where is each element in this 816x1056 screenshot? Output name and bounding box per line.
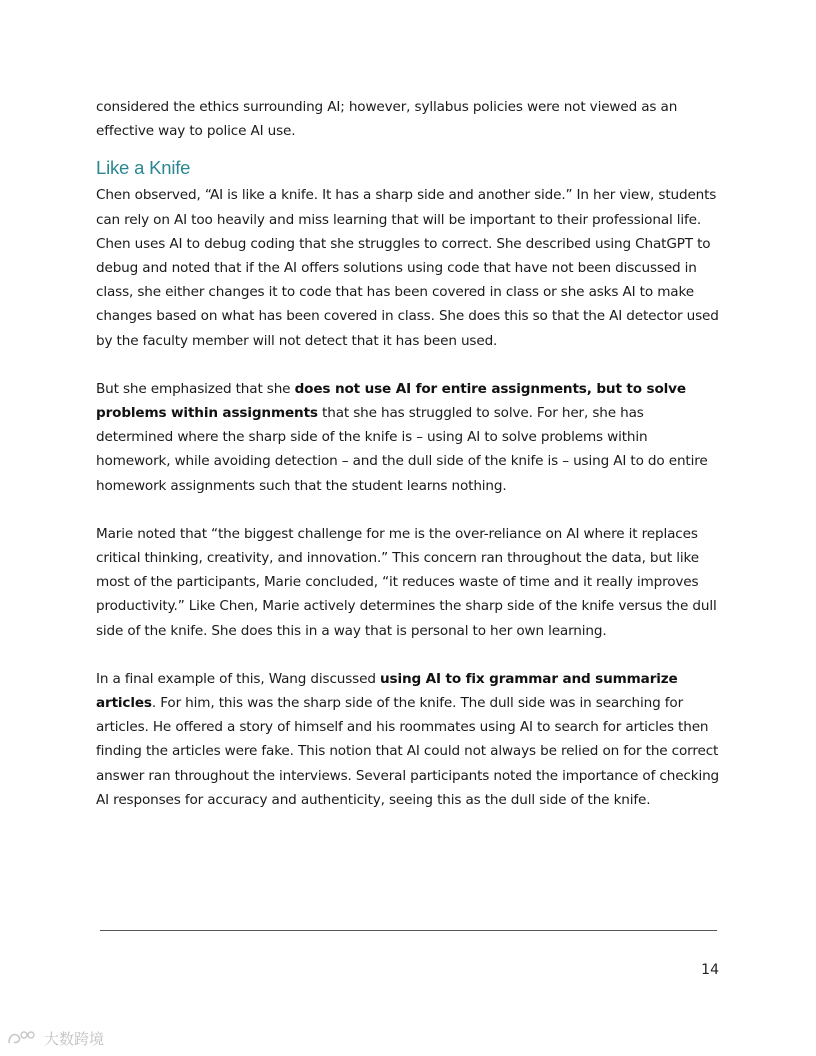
paragraph-text: But she emphasized that she: [96, 380, 295, 397]
section-heading: Like a Knife: [96, 157, 191, 179]
footer-divider: [100, 930, 717, 931]
brand-logo-icon: [6, 1029, 40, 1049]
watermark-text: 大数跨境: [44, 1030, 105, 1048]
paragraph-wang: [96, 667, 722, 812]
paragraph-text: . For him, this was the sharp side of the knife. The dull side was in searching for articles. He offered a story of himself and his roommates using AI to search for articles then finding the articles were fake. This notion that AI could not always be relied on for the correct answer ran throughout the interviews. Several participants noted the importance of checking AI responses for accuracy and authenticity, seeing this as the dull side of the knife.: [96, 695, 720, 808]
paragraph-chen-emphasis: [96, 377, 722, 498]
document-body: [96, 95, 722, 812]
paragraph-chen: Chen observed, “AI is like a knife. It has a sharp side and another side.” In her view, students can rely on AI too heavily and miss learning that will be important to their professional life. Chen uses AI to debug coding that she struggles to correct. She described using ChatGPT to debug and noted that if the AI offers solutions using code that have not been discussed in class, she either changes it to code that has been covered in class or she asks AI to make changes based on what has been covered in class. She does this so that the AI detector used by the faculty member will not detect that it has been used.: [96, 187, 719, 349]
page-number: 14: [701, 962, 719, 978]
paragraph-marie: Marie noted that “the biggest challenge for me is the over-reliance on AI where it replaces critical thinking, creativity, and innovation.” This concern ran throughout the data, but like most of the participants, Marie concluded, “it reduces waste of time and it really improves productivity.” Like Chen, Marie actively determines the sharp side of the knife versus the dull side of the knife. She does this in a way that is personal to her own learning.: [96, 525, 717, 639]
bold-emphasis: using AI to fix grammar and summarize articles: [96, 670, 678, 712]
watermark: [6, 1028, 104, 1049]
bold-emphasis: does not use AI for entire assignments, but to solve problems within assignments: [96, 380, 686, 422]
paragraph-text: In a final example of this, Wang discussed: [96, 670, 380, 687]
paragraph-text: that she has struggled to solve. For her, she has determined where the sharp side of the knife is – using AI to solve problems within homework, while avoiding detection – and the dull side of the knife is – using AI to do entire homework assignments such that the student learns nothing.: [96, 405, 708, 494]
intro-paragraph: considered the ethics surrounding AI; however, syllabus policies were not viewed as an effective way to police AI use.: [96, 99, 678, 140]
